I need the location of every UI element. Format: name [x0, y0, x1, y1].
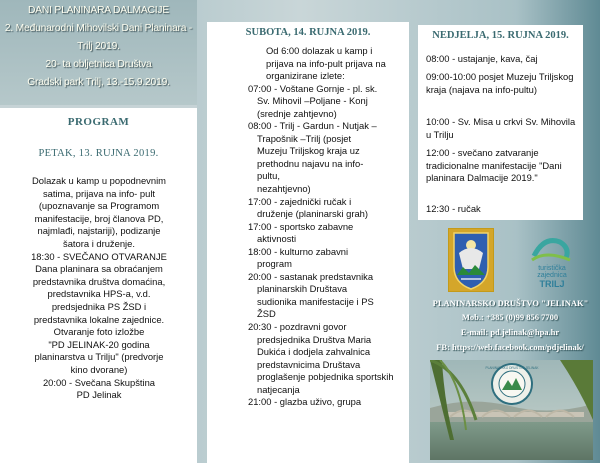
schedule-line: Dukića i dodjela zahvalnica [257, 346, 371, 358]
river-bridge-photo [430, 360, 593, 460]
schedule-line: 17:00 - sportsko zabavne [248, 220, 354, 232]
schedule-line: satima, prijava na info- pult [42, 187, 156, 199]
trilj-tourist-board-logo [526, 232, 578, 290]
saturday-schedule [248, 45, 408, 409]
schedule-line: predstavnika društva domaćina, [32, 275, 166, 287]
schedule-line: Dana planinara sa obraćanjem [35, 263, 163, 275]
schedule-line: 18:30 - SVEČANO OTVARANJE [31, 250, 167, 262]
schedule-line: PD Jelinak [76, 389, 122, 401]
event-title [0, 2, 197, 92]
sunday-box [418, 25, 583, 220]
friday-program-box [0, 105, 197, 463]
schedule-line: 20:30 - pozdravni govor [248, 321, 347, 333]
schedule-item: 12:30 - ručak [426, 203, 481, 214]
schedule-line: druženje (planinarski grah) [257, 208, 368, 220]
sunday-panel [418, 0, 600, 463]
trilj-logo-line: TRILJ [539, 279, 565, 289]
schedule-line: manifestacije, broj članova PD, [34, 212, 164, 224]
event-title-line: 20- ta obljetnica Društva [45, 59, 152, 70]
club-name: PLANINARSKO DRUŠTVO "JELINAK" [432, 298, 589, 308]
schedule-line: aktivnosti [257, 233, 297, 245]
schedule-line: prijava na info-pult prijava na [266, 57, 386, 69]
facebook-link[interactable]: FB: https://web.facebook.com/pdjelinak/ [436, 342, 584, 352]
schedule-item: 10:00 - Sv. Misa u crkvi Sv. Mihovila u Trilju [426, 116, 576, 140]
schedule-line: planinarstva u Trilju" (predvorje [34, 351, 164, 363]
schedule-line: Muzeju Triljskog kraja uz [257, 145, 360, 157]
schedule-line: predsjednika Društva Maria [257, 333, 372, 345]
left-panel [0, 0, 197, 463]
friday-schedule [4, 175, 194, 402]
schedule-item: 09:00-10:00 posjet Muzeju Triljskog kraja (najava na info-pultu) [426, 71, 574, 95]
schedule-line: Otvaranje foto izložbe [53, 326, 145, 338]
event-title-line: Gradski park Trilj, 13.-15.9.2019. [27, 77, 170, 88]
schedule-line: najmlađi, najstariji), podizanje [37, 225, 161, 237]
schedule-line: Sv. Mihovil –Poljane - Konj [257, 95, 368, 107]
schedule-line: (upoznavanje sa Programom [38, 200, 160, 212]
schedule-line: Trapošnik –Trilj (posjet [257, 132, 352, 144]
schedule-line: 20:00 - Svečana Skupština [42, 376, 156, 388]
schedule-line: 18:00 - kulturno zabavni [248, 245, 349, 257]
schedule-line: prethodnu najavu na info- [257, 157, 364, 169]
schedule-line: pultu, [257, 170, 280, 182]
schedule-line: 17:00 - zajednički ručak i [248, 195, 352, 207]
schedule-line: predstavnicima Društava [257, 358, 361, 370]
schedule-line: Dolazak u kamp u popodnevnim [32, 175, 166, 186]
saturday-panel [207, 22, 409, 463]
email-address: E-mail: pd.jelinak@hpa.hr [460, 327, 560, 337]
saturday-heading: SUBOTA, 14. RUJNA 2019. [245, 27, 371, 38]
event-title-line: 2. Međunarodni Mihovilski Dani Planinara - Trilj 2019. [4, 23, 193, 52]
schedule-line: predsjednika PS ŽSD i [51, 300, 147, 312]
schedule-line: 08:00 - Trilj - Gardun - Nutjak – [248, 120, 377, 132]
schedule-line: "PD JELINAK-20 godina [48, 338, 150, 350]
schedule-line: natjecanja [257, 383, 300, 395]
schedule-line: 07:00 - Voštane Gornje - pl. sk. [248, 82, 378, 94]
program-heading: PROGRAM [67, 116, 130, 128]
schedule-line: nezahtjevno) [257, 183, 311, 195]
schedule-item: 08:00 - ustajanje, kava, čaj [426, 53, 538, 64]
trilj-logo-line: turistička [538, 265, 566, 272]
schedule-line: 21:00 - glazba uživo, grupa [248, 396, 362, 408]
schedule-line: ŽSD [257, 308, 276, 320]
schedule-line: (srednje zahtjevno) [257, 107, 337, 119]
schedule-line: kino dvorane) [70, 363, 128, 375]
sunday-heading: NEDJELJA, 15. RUJNA 2019. [432, 30, 569, 41]
schedule-line: organizirane izlete: [266, 70, 345, 82]
schedule-line: sudionika manifestacije i PS [257, 295, 374, 307]
schedule-line: predstavnika HPS-a, v.d. [47, 288, 151, 300]
schedule-line: predstavnika lokalne zajednice. [33, 313, 165, 325]
schedule-line: planinarskih Društava [257, 283, 348, 295]
badge-text: PLANINARSKO DRUŠTVO JELINAK [485, 366, 539, 370]
event-title-area [0, 0, 197, 112]
event-title-line: DANI PLANINARA DALMACIJE [27, 5, 170, 16]
trilj-logo-line: zajednica [537, 272, 567, 279]
schedule-line: 20:00 - sastanak predstavnika [248, 270, 374, 282]
schedule-item: 12:00 - svečano zatvaranje tradicionalne manifestacije "Dani planinara Dalmacije 2019." [426, 147, 562, 184]
phone-number: Mob.: +385 (0)99 856 7700 [461, 312, 559, 322]
friday-heading: PETAK, 13. RUJNA 2019. [38, 148, 159, 159]
schedule-line: Od 6:00 dolazak u kamp i [266, 45, 373, 56]
schedule-line: program [257, 258, 292, 270]
jelinak-crest-icon [448, 228, 494, 292]
schedule-line: proglašenje pobjednika sportskih [257, 371, 394, 383]
schedule-line: šatora i druženje. [63, 237, 135, 249]
logos [438, 228, 584, 294]
